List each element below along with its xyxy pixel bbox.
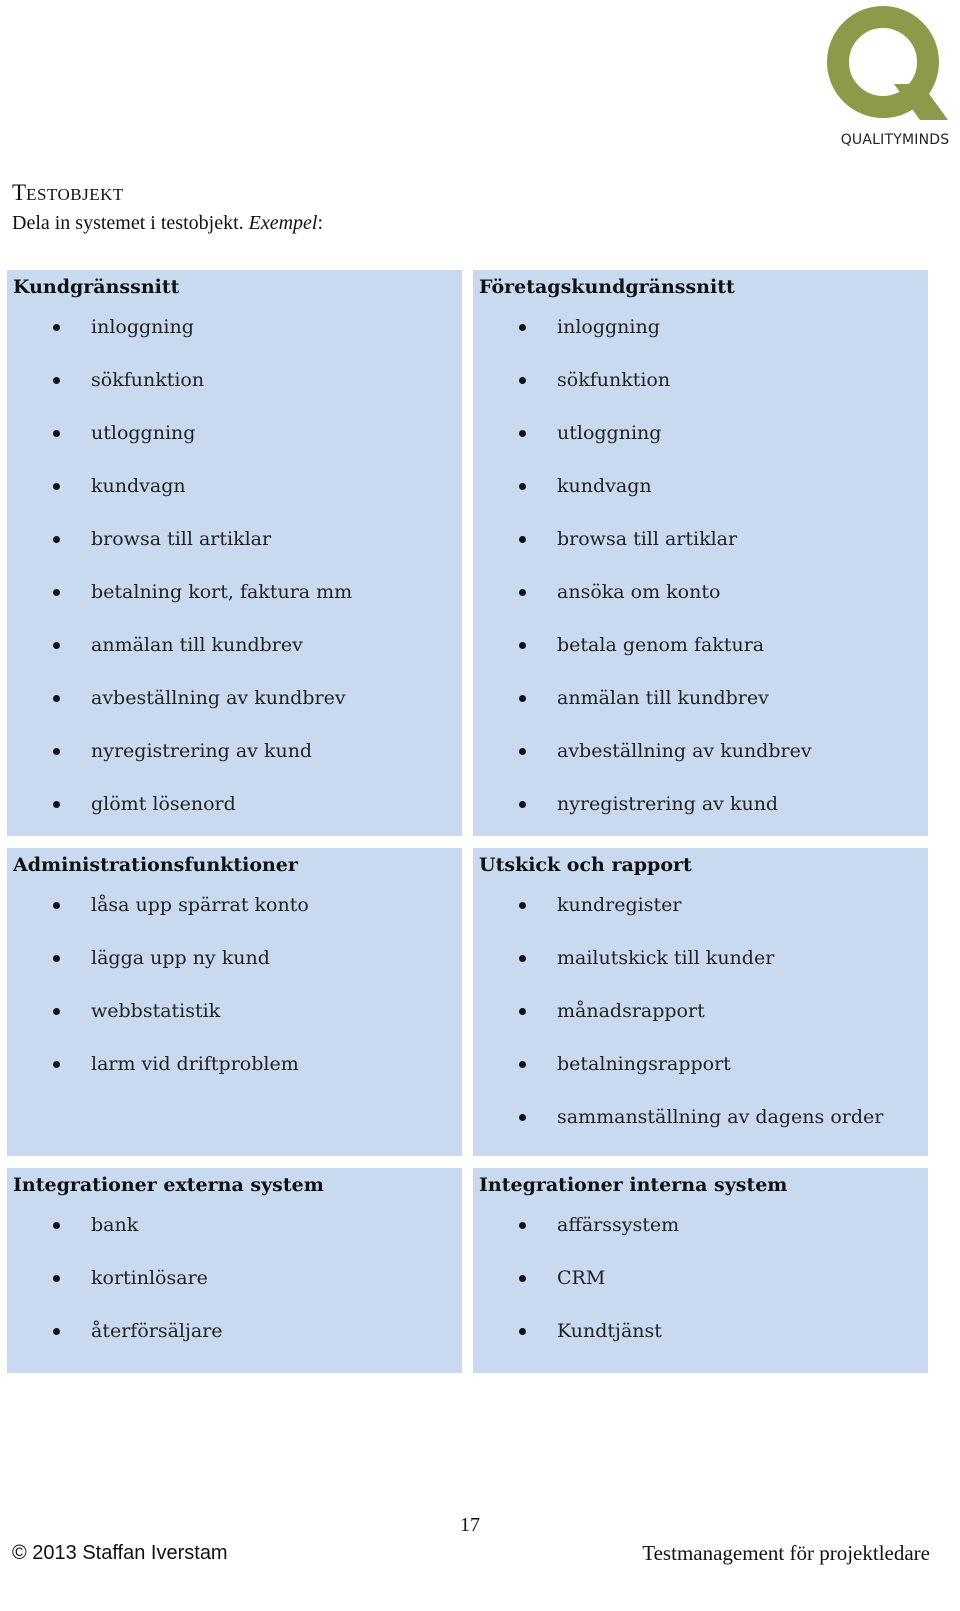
panel-kundgranssnitt [7,270,462,836]
list-item-label: utloggning [91,422,196,444]
bullet-icon [53,1328,60,1335]
bullet-icon [53,483,60,490]
panel-title: Utskick och rapport [479,854,692,876]
list-item [479,314,928,367]
list-item [479,579,928,632]
list-item-label: utloggning [557,422,662,444]
bullet-icon [53,1222,60,1229]
intro-suffix: : [317,212,324,234]
bullet-icon [53,695,60,702]
list-item [479,420,928,473]
list-item [479,632,928,685]
panel-integrationer-interna [473,1168,928,1373]
list-item-label: mailutskick till kunder [557,947,775,969]
list-item [479,367,928,420]
bullet-icon [53,1275,60,1282]
list-item [479,685,928,738]
item-list [479,314,928,844]
bullet-icon [519,1328,526,1335]
panel-title: Företagskundgränssnitt [479,276,735,298]
list-item-label: avbeställning av kundbrev [91,687,346,709]
list-item [479,892,928,945]
list-item-label: låsa upp spärrat konto [91,894,309,916]
list-item [479,1212,928,1265]
bullet-icon [53,642,60,649]
list-item [479,945,928,998]
bullet-icon [519,748,526,755]
item-list [479,1212,928,1371]
list-item [13,314,462,367]
bullet-icon [53,536,60,543]
bullet-icon [53,748,60,755]
list-item-label: sökfunktion [557,369,671,391]
panel-integrationer-externa [7,1168,462,1373]
list-item [13,473,462,526]
list-item-label: kundvagn [557,475,652,497]
bullet-icon [519,955,526,962]
list-item-label: betala genom faktura [557,634,765,656]
list-item [13,738,462,791]
panel-foretagskundgranssnitt [473,270,928,836]
list-item [479,1104,928,1157]
list-item-label: inloggning [91,316,194,338]
list-item-label: avbeställning av kundbrev [557,740,812,762]
bullet-icon [519,377,526,384]
item-list [479,892,928,1157]
list-item [13,791,462,844]
heading-rest: ESTOBJEKT [26,185,124,204]
list-item-label: sökfunktion [91,369,205,391]
list-item-label: lägga upp ny kund [91,947,270,969]
list-item-label: kortinlösare [91,1267,208,1289]
bullet-icon [519,801,526,808]
list-item [13,892,462,945]
bullet-icon [53,589,60,596]
bullet-icon [519,1061,526,1068]
list-item [479,738,928,791]
list-item [13,526,462,579]
list-item [479,998,928,1051]
list-item [13,1265,462,1318]
item-list [13,892,462,1104]
list-item-label: kundvagn [91,475,186,497]
bullet-icon [519,1222,526,1229]
list-item-label: Kundtjänst [557,1320,662,1342]
list-item-label: ansöka om konto [557,581,721,603]
list-item-label: månadsrapport [557,1000,705,1022]
list-item [479,526,928,579]
intro-main: Dela in systemet i testobjekt. [12,212,249,234]
logo-wordmark: QUALITYMINDS [840,132,950,148]
list-item-label: betalningsrapport [557,1053,731,1075]
intro-example: Exempel [248,212,318,234]
panel-administrationsfunktioner [7,848,462,1156]
list-item-label: larm vid driftproblem [91,1053,299,1075]
bullet-icon [53,1061,60,1068]
list-item-label: sammanställning av dagens order [557,1106,884,1128]
list-item [479,1318,928,1371]
footer-doc-title: Testmanagement för projektledare [642,1541,930,1565]
list-item-label: affärssystem [557,1214,680,1236]
item-list [13,1212,462,1371]
bullet-icon [519,589,526,596]
bullet-icon [53,430,60,437]
list-item-label: bank [91,1214,139,1236]
bullet-icon [519,1114,526,1121]
list-item [479,1265,928,1318]
list-item [479,1051,928,1104]
list-item [13,420,462,473]
list-item-label: kundregister [557,894,682,916]
bullet-icon [53,324,60,331]
list-item-label: nyregistrering av kund [557,793,779,815]
list-item [479,473,928,526]
section-heading [12,180,124,206]
bullet-icon [519,536,526,543]
bullet-icon [519,695,526,702]
list-item-label: återförsäljare [91,1320,223,1342]
footer-copyright: © 2013 Staffan Iverstam [12,1542,228,1564]
bullet-icon [519,642,526,649]
bullet-icon [53,902,60,909]
list-item-label: nyregistrering av kund [91,740,313,762]
bullet-icon [53,801,60,808]
list-item [479,791,928,844]
bullet-icon [53,377,60,384]
panel-title: Administrationsfunktioner [13,854,298,876]
panel-utskick-och-rapport [473,848,928,1156]
page-number: 17 [460,1514,480,1536]
item-list [13,314,462,844]
list-item [13,1318,462,1371]
list-item-label: glömt lösenord [91,793,236,815]
list-item [13,632,462,685]
bullet-icon [519,430,526,437]
bullet-icon [519,1008,526,1015]
bullet-icon [519,324,526,331]
list-item [13,685,462,738]
panel-title: Kundgränssnitt [13,276,180,298]
bullet-icon [53,1008,60,1015]
list-item-label: betalning kort, faktura mm [91,581,353,603]
list-item-label: webbstatistik [91,1000,221,1022]
bullet-icon [519,1275,526,1282]
list-item [13,945,462,998]
list-item [13,998,462,1051]
bullet-icon [53,955,60,962]
list-item [13,1212,462,1265]
list-item [13,367,462,420]
heading-initial: T [12,180,27,205]
intro-text [12,212,323,235]
list-item-label: browsa till artiklar [91,528,272,550]
list-item-label: CRM [557,1267,606,1289]
bullet-icon [519,483,526,490]
list-item-label: browsa till artiklar [557,528,738,550]
bullet-icon [519,902,526,909]
list-item [13,1051,462,1104]
list-item-label: inloggning [557,316,660,338]
panel-title: Integrationer interna system [479,1174,788,1196]
panel-title: Integrationer externa system [13,1174,324,1196]
list-item [13,579,462,632]
list-item-label: anmälan till kundbrev [91,634,303,656]
list-item-label: anmälan till kundbrev [557,687,769,709]
